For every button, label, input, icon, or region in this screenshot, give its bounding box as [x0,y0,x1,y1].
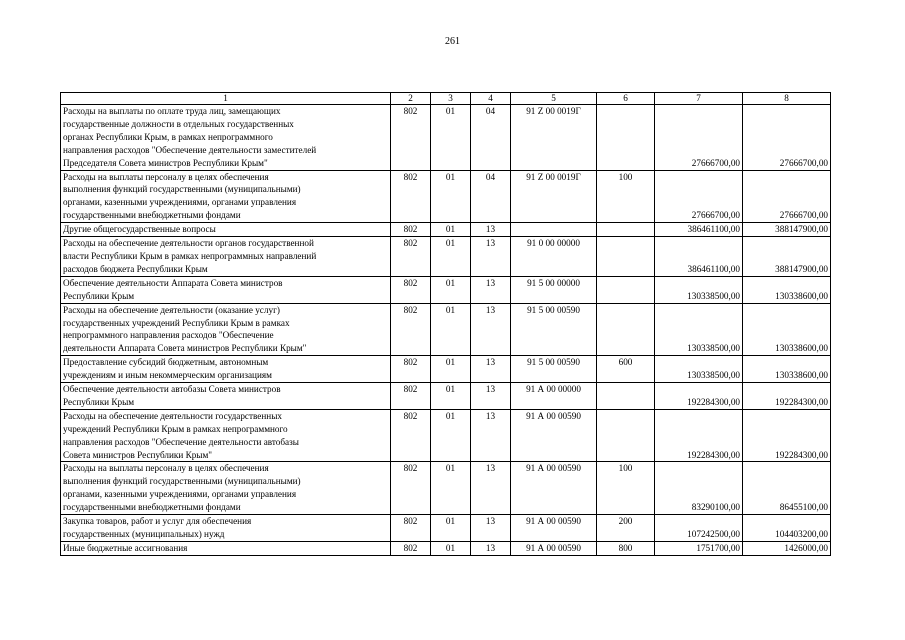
cell-amount-year-1: 192284300,00 [655,409,743,462]
cell-admin-code: 802 [391,462,431,515]
cell-expense-type [597,237,655,277]
cell-target-item: 91 А 00 00590 [511,541,597,555]
cell-section: 01 [431,237,471,277]
description-line: Совета министров Республики Крым" [63,449,213,460]
cell-amount-year-2: 192284300,00 [743,409,831,462]
row-description [61,356,391,383]
cell-subsection: 13 [471,237,511,277]
cell-target-item: 91 А 00 00000 [511,383,597,410]
cell-target-item [511,223,597,237]
cell-section: 01 [431,170,471,223]
column-header: 1 [61,93,391,105]
cell-section: 01 [431,303,471,356]
cell-subsection: 13 [471,515,511,542]
description-line: непрограммного направления расходов "Обеспечение [63,330,274,341]
row-description [61,383,391,410]
description-line: государственными внебюджетными фондами [63,502,241,513]
cell-admin-code: 802 [391,105,431,171]
cell-target-item: 91 Z 00 0019Г [511,170,597,223]
cell-amount-year-1: 130338500,00 [655,276,743,303]
table-row [61,303,831,356]
column-header: 7 [655,93,743,105]
description-line: государственными внебюджетными фондами [63,210,241,221]
description-line: органами, казенными учреждениями, органами управления [63,197,297,208]
cell-subsection: 13 [471,276,511,303]
cell-admin-code: 802 [391,276,431,303]
cell-amount-year-1: 386461100,00 [655,237,743,277]
description-line: государственных (муниципальных) нужд [63,529,225,539]
cell-expense-type [597,383,655,410]
cell-amount-year-2: 86455100,00 [743,462,831,515]
cell-section: 01 [431,105,471,171]
table-row [61,409,831,462]
description-line: Иные бюджетные ассигнования [63,542,188,553]
cell-amount-year-2: 130338600,00 [743,276,831,303]
cell-amount-year-2: 388147900,00 [743,237,831,277]
description-line: учреждений Республики Крым в рамках непрограммного [63,423,288,434]
cell-target-item: 91 А 00 00590 [511,462,597,515]
cell-amount-year-2: 192284300,00 [743,383,831,410]
cell-amount-year-2: 388147900,00 [743,223,831,237]
table-body [61,105,831,556]
description-line: Расходы на обеспечение деятельности государственных [63,410,282,421]
description-line: деятельности Аппарата Совета министров Республики Крым" [63,343,307,354]
description-line: Республики Крым [63,290,135,301]
header-row [61,93,831,105]
row-description [61,515,391,542]
description-line: выполнения функций государственными (муниципальными) [63,184,301,195]
cell-subsection: 04 [471,105,511,171]
cell-section: 01 [431,515,471,542]
cell-admin-code: 802 [391,170,431,223]
cell-amount-year-2: 1426000,00 [743,541,831,555]
cell-expense-type: 200 [597,515,655,542]
description-line: Другие общегосударственные вопросы [63,224,216,235]
cell-target-item: 91 Z 00 0019Г [511,105,597,171]
cell-amount-year-1: 27666700,00 [655,105,743,171]
cell-section: 01 [431,356,471,383]
description-line: государственных учреждений Республики Крым в рамках [63,317,290,328]
cell-amount-year-1: 83290100,00 [655,462,743,515]
description-line: Республики Крым [63,396,135,407]
column-header: 5 [511,93,597,105]
cell-admin-code: 802 [391,303,431,356]
description-line: органами, казенными учреждениями, органами управления [63,489,297,500]
cell-expense-type [597,105,655,171]
cell-target-item: 91 А 00 00590 [511,409,597,462]
page-number: 261 [445,36,460,47]
table-row [61,105,831,171]
description-line: Расходы на выплаты по оплате труда лиц, замещающих [63,106,281,116]
description-line: органах Республики Крым, в рамках непрограммного [63,131,273,142]
cell-section: 01 [431,223,471,237]
cell-admin-code: 802 [391,409,431,462]
cell-subsection: 13 [471,303,511,356]
description-line: направления расходов "Обеспечение деятельности заместителей [63,144,317,155]
cell-amount-year-2: 130338600,00 [743,303,831,356]
cell-amount-year-1: 1751700,00 [655,541,743,555]
description-line: Расходы на обеспечение деятельности (оказание услуг) [63,304,280,315]
cell-subsection: 13 [471,383,511,410]
row-description [61,237,391,277]
cell-expense-type: 100 [597,170,655,223]
row-description [61,276,391,303]
cell-subsection: 13 [471,541,511,555]
row-description [61,409,391,462]
column-header: 8 [743,93,831,105]
table-row [61,237,831,277]
table-row [61,170,831,223]
table-row [61,462,831,515]
row-description [61,223,391,237]
cell-admin-code: 802 [391,515,431,542]
description-line: Обеспечение деятельности автобазы Совета министров [63,384,281,395]
description-line: Закупка товаров, работ и услуг для обеспечения [63,516,252,527]
cell-section: 01 [431,541,471,555]
cell-target-item: 91 А 00 00590 [511,515,597,542]
cell-amount-year-2: 104403200,00 [743,515,831,542]
cell-admin-code: 802 [391,383,431,410]
description-line: выполнения функций государственными (муниципальными) [63,476,301,487]
cell-expense-type: 100 [597,462,655,515]
cell-amount-year-2: 27666700,00 [743,170,831,223]
cell-expense-type [597,223,655,237]
description-line: Расходы на выплаты персоналу в целях обеспечения [63,171,269,182]
row-description [61,170,391,223]
cell-admin-code: 802 [391,356,431,383]
cell-amount-year-1: 386461100,00 [655,223,743,237]
column-header: 4 [471,93,511,105]
cell-expense-type [597,276,655,303]
cell-expense-type [597,409,655,462]
column-header: 6 [597,93,655,105]
cell-amount-year-1: 107242500,00 [655,515,743,542]
column-header: 2 [391,93,431,105]
row-description [61,303,391,356]
row-description [61,462,391,515]
cell-subsection: 13 [471,223,511,237]
cell-section: 01 [431,462,471,515]
table-row [61,541,831,555]
cell-admin-code: 802 [391,223,431,237]
cell-section: 01 [431,383,471,410]
table-row [61,515,831,542]
description-line: государственные должности в отдельных государственных [63,118,294,129]
description-line: власти Республики Крым в рамках непрограммных направлений [63,250,317,261]
description-line: направления расходов "Обеспечение деятельности автобазы [63,436,299,447]
description-line: учреждениям и иным некоммерческим организациям [63,370,272,381]
cell-amount-year-1: 130338500,00 [655,303,743,356]
cell-target-item: 91 0 00 00000 [511,237,597,277]
description-line: Обеспечение деятельности Аппарата Совета министров [63,277,283,288]
table-row [61,276,831,303]
cell-section: 01 [431,276,471,303]
cell-subsection: 13 [471,409,511,462]
cell-expense-type: 600 [597,356,655,383]
cell-subsection: 04 [471,170,511,223]
column-header: 3 [431,93,471,105]
cell-amount-year-1: 27666700,00 [655,170,743,223]
cell-target-item: 91 5 00 00590 [511,356,597,383]
budget-table [60,92,831,556]
cell-expense-type: 800 [597,541,655,555]
row-description [61,105,391,171]
cell-subsection: 13 [471,462,511,515]
description-line: Предоставление субсидий бюджетным, автономным [63,357,269,368]
cell-section: 01 [431,409,471,462]
table-row [61,223,831,237]
table-row [61,383,831,410]
description-line: Председателя Совета министров Республики Крым" [63,157,268,168]
cell-target-item: 91 5 00 00000 [511,276,597,303]
table-row [61,356,831,383]
row-description [61,541,391,555]
cell-subsection: 13 [471,356,511,383]
cell-expense-type [597,303,655,356]
cell-amount-year-1: 192284300,00 [655,383,743,410]
cell-amount-year-2: 130338600,00 [743,356,831,383]
description-line: расходов бюджета Республики Крым [63,263,208,274]
cell-target-item: 91 5 00 00590 [511,303,597,356]
cell-admin-code: 802 [391,541,431,555]
cell-admin-code: 802 [391,237,431,277]
cell-amount-year-2: 27666700,00 [743,105,831,171]
cell-amount-year-1: 130338500,00 [655,356,743,383]
description-line: Расходы на обеспечение деятельности органов государственной [63,238,314,249]
description-line: Расходы на выплаты персоналу в целях обеспечения [63,463,269,474]
